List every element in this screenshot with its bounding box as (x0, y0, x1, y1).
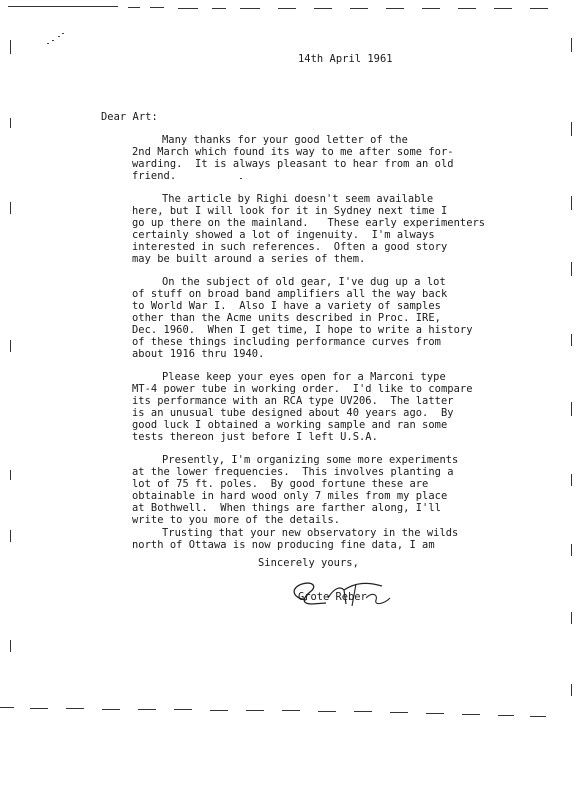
letter-date: 14th April 1961 (298, 53, 393, 65)
bottom-border (0, 707, 582, 709)
edge-tick (10, 40, 11, 54)
edge-tick (571, 474, 572, 486)
speck (62, 33, 64, 34)
paragraph-2-line: may be built around a series of them. (132, 253, 366, 265)
paragraph-4-line: its performance with an RCA type UV206. The latter (132, 395, 454, 407)
paragraph-4-line: good luck I obtained a working sample and ran some (132, 419, 448, 431)
edge-tick (571, 402, 572, 416)
edge-tick (571, 122, 572, 136)
edge-tick (10, 340, 11, 352)
edge-tick (10, 640, 11, 652)
paragraph-3-line: of these things including performance curves from (132, 336, 441, 348)
edge-tick (10, 470, 11, 480)
paragraph-5-line: Presently, I'm organizing some more experiments (162, 454, 459, 466)
paragraph-1-line: Many thanks for your good letter of the (162, 134, 408, 146)
paragraph-5-line: write to you more of the details. (132, 514, 341, 526)
paragraph-1-line: 2nd March which found its way to me after some for- (132, 146, 454, 158)
edge-tick (10, 530, 11, 542)
edge-tick (571, 334, 572, 346)
paragraph-4-line: MT-4 power tube in working order. I'd like to compare (132, 383, 473, 395)
signature (286, 576, 416, 612)
typed-name: Grote Reber (298, 591, 367, 603)
paragraph-4-line: Please keep your eyes open for a Marconi type (162, 371, 446, 383)
paragraph-3-line: to World War I. Also I have a variety of samples (132, 300, 441, 312)
paragraph-1-line: friend. (132, 170, 177, 182)
speck (47, 43, 49, 44)
salutation: Dear Art: (101, 111, 158, 123)
closing: Sincerely yours, (258, 557, 359, 569)
edge-tick (571, 612, 572, 624)
paragraph-6-line: north of Ottawa is now producing fine data, I am (132, 539, 435, 551)
paragraph-5-line: obtainable in hard wood only 7 miles from my place (132, 490, 448, 502)
paragraph-4-line: is an unusual tube designed about 40 years ago. By (132, 407, 454, 419)
edge-tick (571, 38, 572, 52)
speck (52, 40, 54, 41)
paragraph-3-line: On the subject of old gear, I've dug up a lot (162, 276, 446, 288)
speck (58, 36, 60, 37)
paragraph-3-line: of stuff on broad band amplifiers all the way back (132, 288, 448, 300)
paragraph-6-line: Trusting that your new observatory in the wilds (162, 527, 459, 539)
speck (240, 178, 242, 179)
paragraph-2-line: go up there on the mainland. These early experimenters (132, 217, 486, 229)
edge-tick (571, 196, 572, 210)
paragraph-4-line: tests thereon just before I left U.S.A. (132, 431, 378, 443)
paragraph-2-line: certainly showed a lot of ingenuity. I'm always (132, 229, 435, 241)
paragraph-5-line: at Bothwell. When things are farther along, I'll (132, 502, 441, 514)
paragraph-3-line: other than the Acme units described in Proc. IRE, (132, 312, 441, 324)
edge-tick (571, 684, 572, 696)
paragraph-2-line: The article by Righi doesn't seem available (162, 193, 434, 205)
paragraph-1-line: warding. It is always pleasant to hear from an old (132, 158, 454, 170)
edge-tick (10, 202, 11, 214)
edge-tick (571, 544, 572, 556)
top-border (0, 6, 582, 8)
edge-tick (571, 262, 572, 276)
paragraph-2-line: here, but I will look for it in Sydney next time I (132, 205, 448, 217)
paragraph-3-line: about 1916 thru 1940. (132, 348, 265, 360)
edge-tick (10, 118, 11, 128)
paragraph-5-line: lot of 75 ft. poles. By good fortune these are (132, 478, 429, 490)
paragraph-3-line: Dec. 1960. When I get time, I hope to write a history (132, 324, 473, 336)
paragraph-2-line: interested in such references. Often a good story (132, 241, 448, 253)
paragraph-5-line: at the lower frequencies. This involves planting a (132, 466, 454, 478)
